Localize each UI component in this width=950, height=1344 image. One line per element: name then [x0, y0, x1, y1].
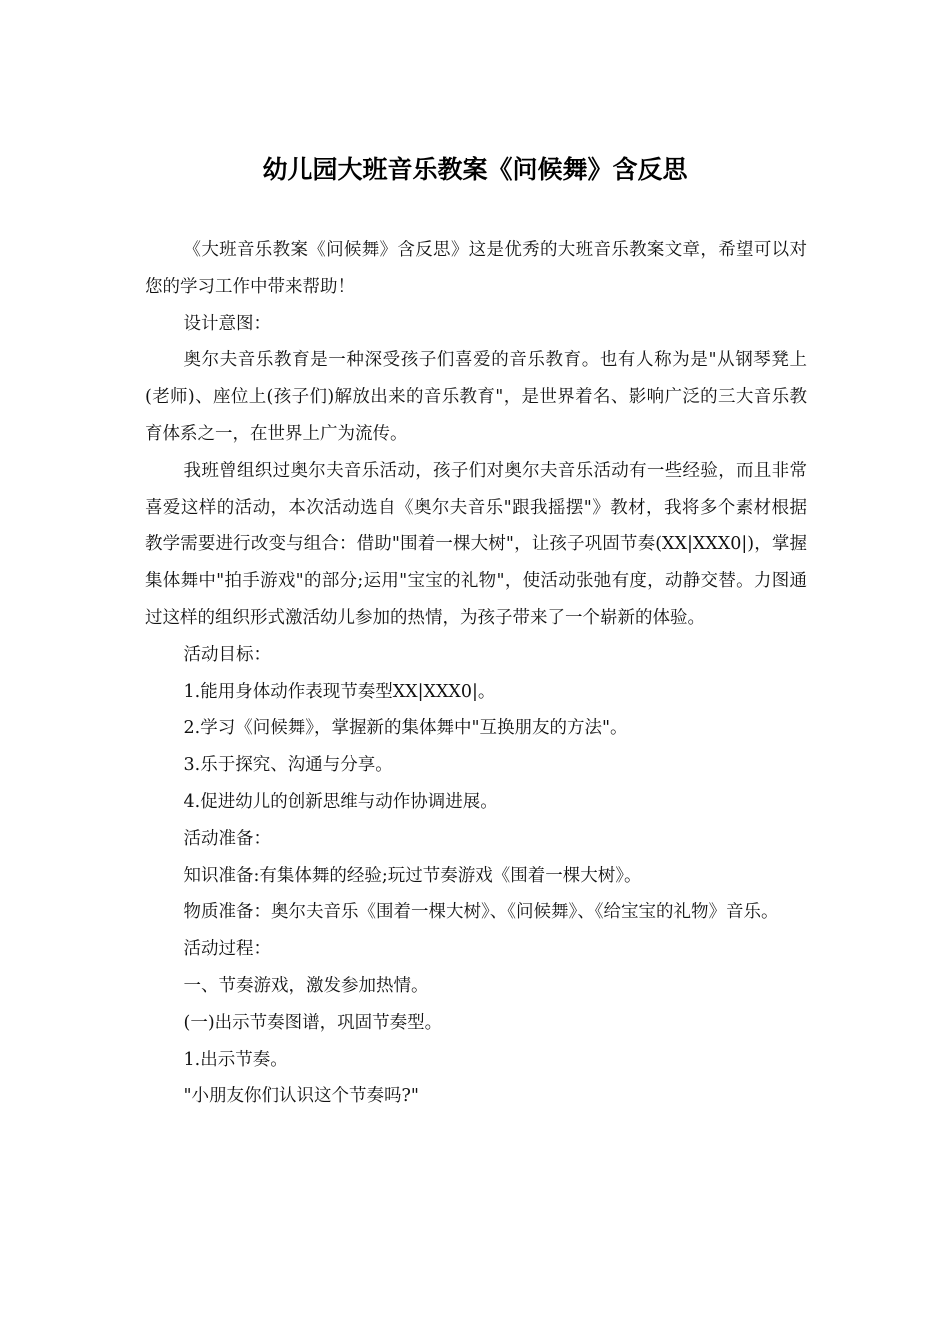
preparation-material: 物质准备：奥尔夫音乐《围着一棵大树》、《问候舞》、《给宝宝的礼物》音乐。: [183, 902, 779, 923]
process-quote: "小朋友你们认识这个节奏吗?": [183, 1086, 419, 1107]
heading-design-intent: 设计意图：: [183, 313, 271, 334]
heading-activity-preparation: 活动准备：: [183, 828, 271, 849]
goal-item-3: 3.乐于探究、沟通与分享。: [183, 755, 393, 776]
paragraph-class-experience: 我班曾组织过奥尔夫音乐活动，孩子们对奥尔夫音乐活动有一些经验，而且非常喜爱这样的活动，本次活动选自《奥尔夫音乐"跟我摇摆"》教材，我将多个素材根据教学需要进行改变与组合：借助"围着一棵大树"，让孩子巩固节奏(XX|XXX0|)，掌握集体舞中"拍手游戏"的部分;运用"宝宝的礼物"，使活动张弛有度，动静交替。力图通过这样的组织形式激活幼儿参加的热情，为孩子带来了一个崭新的体验。: [145, 460, 807, 628]
process-item-1: 1.出示节奏。: [183, 1049, 288, 1070]
goal-item-1: 1.能用身体动作表现节奏型XX|XXX0|。: [183, 681, 496, 702]
goal-item-2: 2.学习《问候舞》，掌握新的集体舞中"互换朋友的方法"。: [183, 718, 628, 739]
document-body: [145, 232, 807, 1115]
goal-item-4: 4.促进幼儿的创新思维与动作协调进展。: [183, 791, 498, 812]
document-title: 幼儿园大班音乐教案《问候舞》含反思: [262, 155, 688, 184]
process-substep-1: (一)出示节奏图谱，巩固节奏型。: [183, 1012, 443, 1033]
paragraph-intro: 《大班音乐教案《问候舞》含反思》这是优秀的大班音乐教案文章，希望可以对您的学习工作中带来帮助！: [145, 240, 807, 297]
preparation-knowledge: 知识准备:有集体舞的经验;玩过节奏游戏《围着一棵大树》。: [183, 865, 642, 886]
paragraph-orff-education: 奥尔夫音乐教育是一种深受孩子们喜爱的音乐教育。也有人称为是"从钢琴凳上(老师)、座位上(孩子们)解放出来的音乐教育"，是世界着名、影响广泛的三大音乐教育体系之一，在世界上广为流传。: [145, 350, 807, 444]
heading-activity-goals: 活动目标：: [183, 644, 271, 665]
heading-activity-process: 活动过程：: [183, 939, 271, 960]
process-step-1: 一、节奏游戏，激发参加热情。: [183, 975, 429, 996]
